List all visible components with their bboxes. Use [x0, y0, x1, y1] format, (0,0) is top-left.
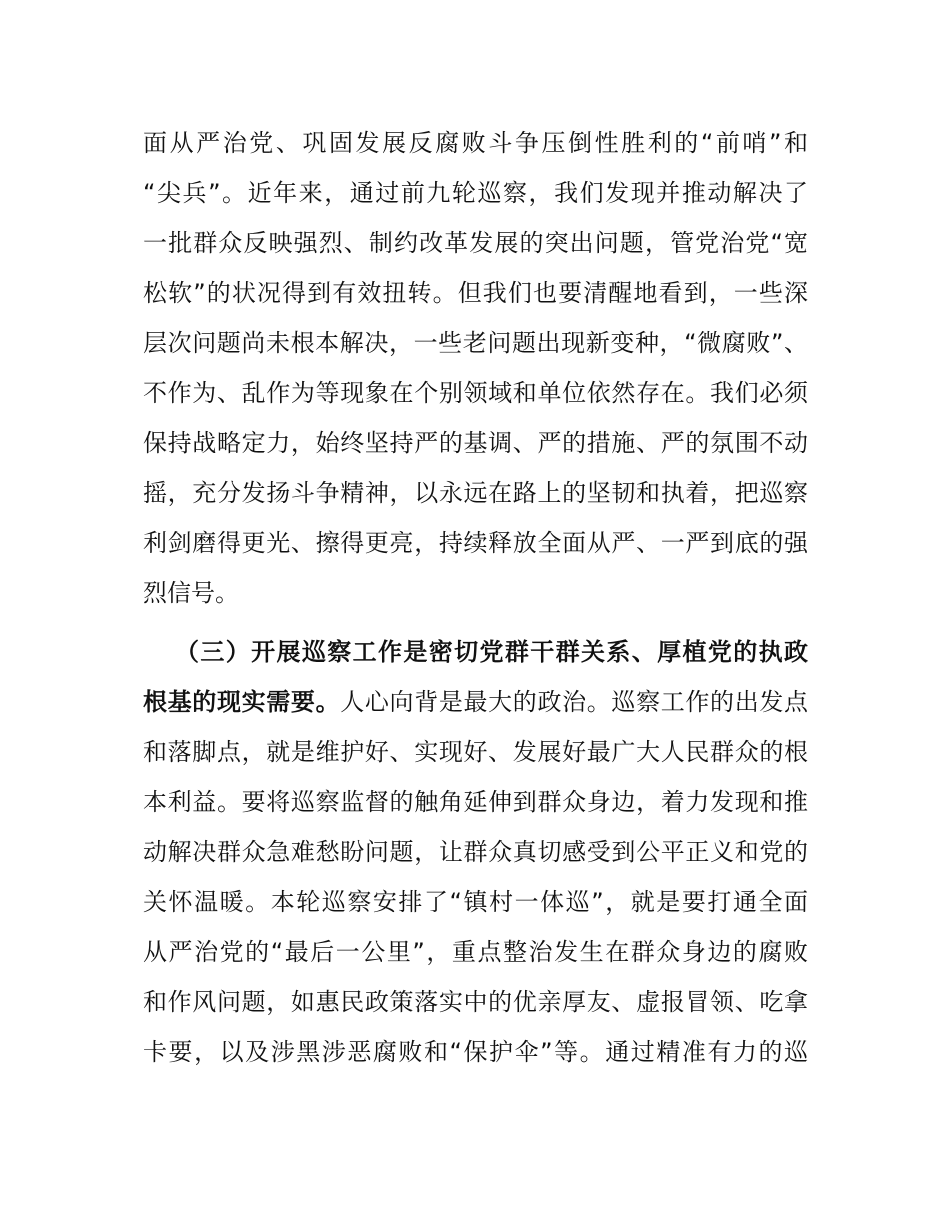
section-heading-end: 根基的现实需要。	[143, 688, 341, 716]
text-line: “尖兵”。近年来，通过前九轮巡察，我们发现并推动解决了	[143, 179, 808, 207]
text-line: 利剑磨得更光、擦得更亮，持续释放全面从严、一严到底的强	[143, 529, 808, 557]
text-line: 动解决群众急难愁盼问题，让群众真切感受到公平正义和党的	[143, 838, 808, 866]
section-heading: （三）开展巡察工作是密切党群干群关系、厚植党的执政	[175, 638, 808, 666]
text-line: 层次问题尚未根本解决，一些老问题出现新变种，“微腐败”、	[143, 329, 808, 357]
text-line: 摇，充分发扬斗争精神，以永远在路上的坚韧和执着，把巡察	[143, 479, 808, 507]
text-line: 不作为、乱作为等现象在个别领域和单位依然存在。我们必须	[143, 379, 808, 407]
text-line: 从严治党的“最后一公里”，重点整治发生在群众身边的腐败	[143, 938, 808, 966]
text-line: 保持战略定力，始终坚持严的基调、严的措施、严的氛围不动	[143, 429, 808, 457]
text-line: 面从严治党、巩固发展反腐败斗争压倒性胜利的“前哨”和	[143, 129, 808, 157]
text-span: 人心向背是最大的政治。巡察工作的出发点	[340, 688, 809, 716]
text-line	[143, 687, 808, 717]
text-line: 松软”的状况得到有效扭转。但我们也要清醒地看到，一些深	[143, 279, 808, 307]
text-line: 一批群众反映强烈、制约改革发展的突出问题，管党治党“宽	[143, 229, 808, 257]
text-line: 和落脚点，就是维护好、实现好、发展好最广大人民群众的根	[143, 738, 808, 766]
text-line: 卡要，以及涉黑涉恶腐败和“保护伞”等。通过精准有力的巡	[143, 1038, 808, 1066]
text-line: 烈信号。	[143, 579, 239, 607]
text-line: 和作风问题，如惠民政策落实中的优亲厚友、虚报冒领、吃拿	[143, 988, 808, 1016]
text-line: 关怀温暖。本轮巡察安排了“镇村一体巡”，就是要打通全面	[143, 888, 808, 916]
text-line: 本利益。要将巡察监督的触角延伸到群众身边，着力发现和推	[143, 788, 808, 816]
